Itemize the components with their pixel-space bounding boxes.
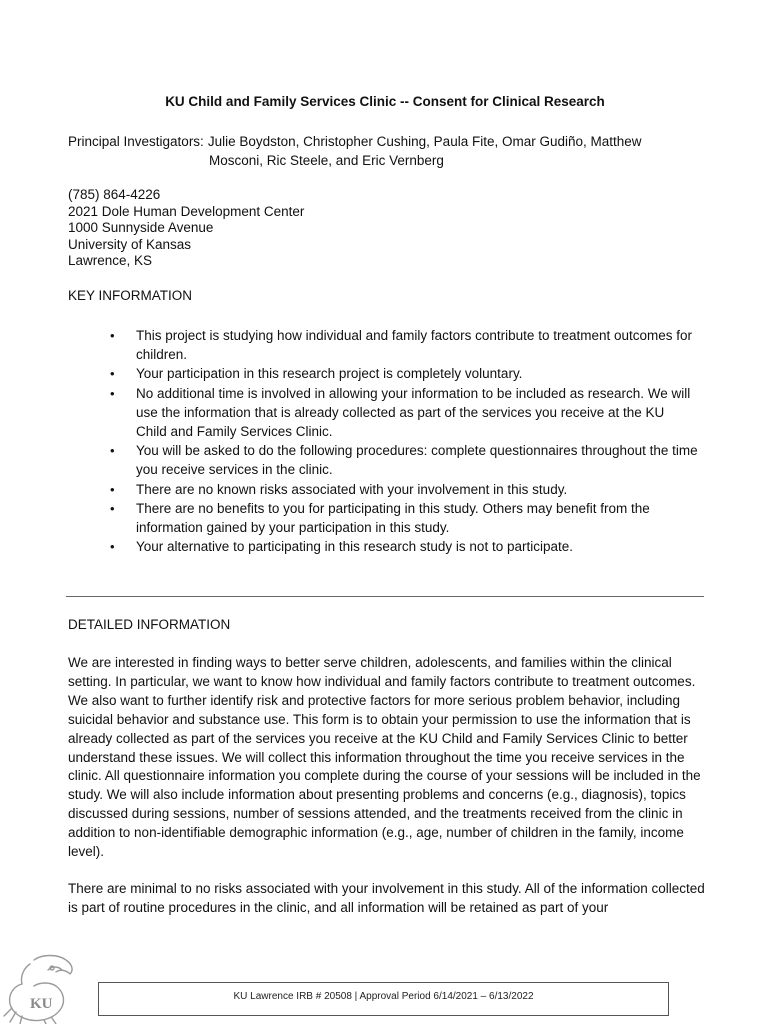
list-item: • Your participation in this research project is completely voluntary. xyxy=(108,364,698,383)
list-item: • This project is studying how individual and family factors contribute to treatment outcomes for children. xyxy=(110,328,693,363)
contact-street: 1000 Sunnyside Avenue xyxy=(68,220,214,235)
logo-text: KU xyxy=(30,996,53,1012)
bullet-icon: • xyxy=(110,481,115,497)
irb-footer-text: KU Lawrence IRB # 20508 | Approval Period 6/14/2021 – 6/13/2022 xyxy=(233,991,534,1002)
list-item: • There are no known risks associated with your involvement in this study. xyxy=(108,480,698,499)
contact-phone: (785) 864-4226 xyxy=(68,187,161,202)
detailed-information-heading: DETAILED INFORMATION xyxy=(68,617,231,632)
investigators-label: Principal Investigators: xyxy=(68,134,204,149)
jayhawk-logo-icon xyxy=(0,950,82,1024)
bullet-icon: • xyxy=(110,539,115,555)
investigators-names-line2: Mosconi, Ric Steele, and Eric Vernberg xyxy=(209,153,444,168)
bullet-icon: • xyxy=(110,366,115,382)
list-item: • No additional time is involved in allowing your information to be included as research. We will use the information that is already collected as part of the services you receive at the KU Child and Family Services Clinic. xyxy=(110,385,691,440)
list-item: • You will be asked to do the following procedures: complete questionnaires throughout the time you receive services in the clinic. xyxy=(110,443,698,478)
key-information-heading: KEY INFORMATION xyxy=(68,288,193,303)
bullet-icon: • xyxy=(110,328,115,343)
contact-building: 2021 Dole Human Development Center xyxy=(68,203,305,219)
key-information-list xyxy=(108,326,698,556)
list-item: • There are no benefits to you for participating in this study. Others may benefit from the information gained by your participation in this study. xyxy=(110,500,650,536)
section-divider xyxy=(66,596,704,597)
principal-investigators xyxy=(68,132,728,170)
bullet-icon: • xyxy=(110,500,115,516)
contact-city: Lawrence, KS xyxy=(68,253,153,268)
contact-block xyxy=(68,187,304,270)
bullet-icon: • xyxy=(110,385,115,401)
document-title: KU Child and Family Services Clinic -- Consent for Clinical Research xyxy=(165,94,605,109)
detailed-paragraph-1: We are interested in finding ways to better serve children, adolescents, and families within the clinical setting. In particular, we want to know how individual and family factors contribute to treatment outcomes. We also want to further identify risk and protective factors for more serious problem behavior, including suicidal behavior and substance use. This form is to obtain your permission to use the information that is already collected as part of the services you receive at the KU Child and Family Services Clinic to better understand these issues. We will collect this information throughout the time you receive services in the clinic. All questionnaire information you complete during the course of your sessions will be included in the study. We will also include information about presenting problems and concerns (e.g., diagnosis), topics discussed during sessions, number of sessions attended, and the treatments received from the clinic in addition to non-identifiable demographic information (e.g., age, number of children in the family, income level). xyxy=(68,655,701,860)
contact-university: University of Kansas xyxy=(68,236,192,252)
investigators-names-line1: Julie Boydston, Christopher Cushing, Paula Fite, Omar Gudiño, Matthew xyxy=(207,134,642,149)
detailed-paragraph-2: There are minimal to no risks associated with your involvement in this study. All of the information collected is part of routine procedures in the clinic, and all information will be retained as part of your xyxy=(68,881,705,915)
list-item: • Your alternative to participating in this research study is not to participate. xyxy=(108,537,698,556)
bullet-icon: • xyxy=(110,443,115,459)
